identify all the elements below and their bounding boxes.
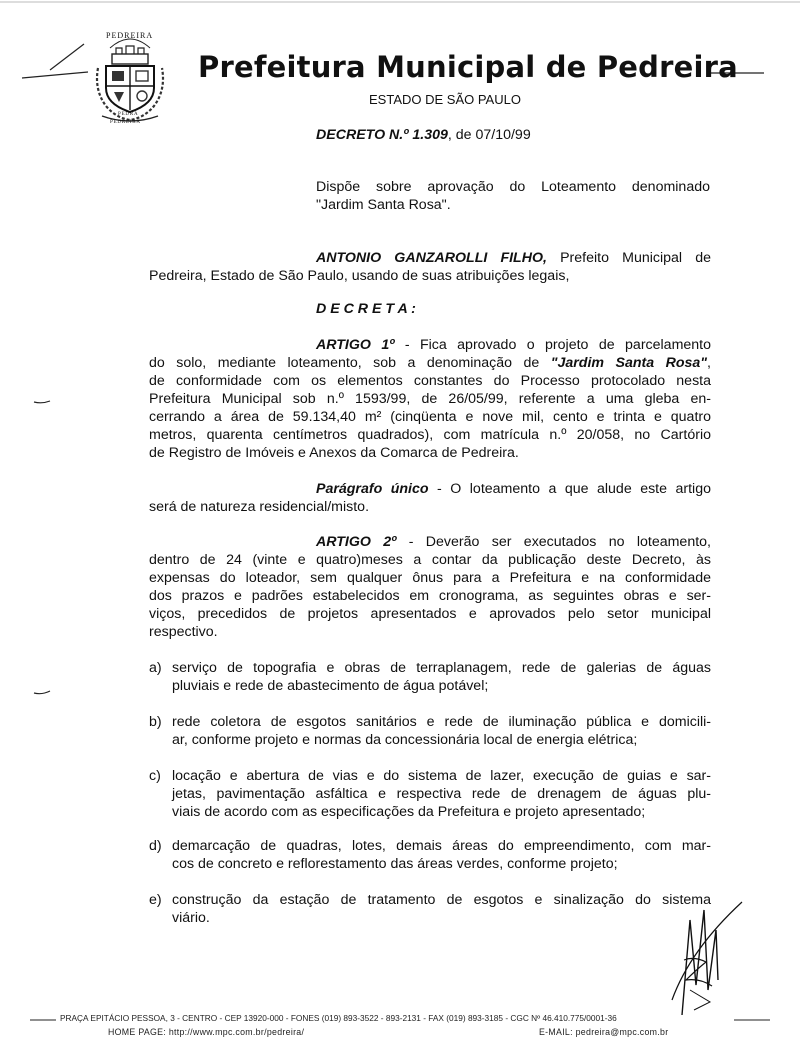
artigo-2-label: ARTIGO 2º [316, 534, 397, 550]
list-item-line: viais de acordo com as especificações da Prefeitura e projeto apresentado; [172, 804, 646, 820]
list-item-line: ar, conforme projeto e normas da concessionária local de energia elétrica; [172, 732, 638, 748]
crest-top-text: PEDREIRA [106, 31, 154, 40]
list-marker: a) [149, 660, 162, 676]
artigo-2-line: viços, precedidos de projetos apresentados e aprovados pelo setor municipal [149, 606, 711, 622]
list-marker: b) [149, 714, 162, 730]
crest-bottom-text-1: PEDRA [118, 112, 139, 117]
paragrafo-line-2: será de natureza residencial/misto. [149, 499, 370, 515]
state-subtitle: ESTADO DE SÃO PAULO [369, 92, 521, 107]
artigo-1-line: de conformidade com os elementos constantes do Processo protocolado nesta [149, 373, 711, 389]
paragrafo-unico [149, 480, 711, 516]
mayor-name: ANTONIO GANZAROLLI FILHO, [316, 250, 547, 266]
list-item-c [149, 767, 711, 821]
list-item-b [149, 713, 711, 749]
footer-email: E-MAIL: pedreira@mpc.com.br [539, 1027, 669, 1037]
list-item-line: construção da estação de tratamento de esgotos e sinalização do sistema [172, 892, 711, 908]
artigo-2-line: dentro de 24 (vinte e quatro)meses a contar da publicação deste Decreto, às [149, 552, 711, 568]
artigo-2-line-1 [149, 533, 711, 551]
list-item-line: cos de concreto e reflorestamento das áreas verdes, conforme projeto; [172, 856, 618, 872]
artigo-1-line: metros, quarenta centímetros quadrados), com matrícula n.º 20/058, no Cartório [149, 427, 711, 443]
decree-date: , de 07/10/99 [447, 127, 531, 143]
list-item-line: serviço de topografia e obras de terraplanagem, rede de galerias de águas [172, 660, 711, 676]
list-item-a [149, 659, 711, 695]
page-title: Prefeitura Municipal de Pedreira [198, 50, 738, 84]
artigo-2-line: expensas do loteador, sem qualquer ônus para a Prefeitura e na conformidade [149, 570, 711, 586]
artigo-2-text: - Deverão ser executados no loteamento, [396, 534, 711, 550]
artigo-2-line: dos prazos e padrões estabelecidos em cronograma, as seguintes obras e ser- [149, 588, 711, 604]
preamble-rest: Prefeito Municipal de [546, 250, 711, 266]
decree-summary [316, 178, 710, 214]
municipal-crest [92, 28, 168, 132]
footer-home-page: HOME PAGE: http://www.mpc.com.br/pedreira/ [108, 1027, 305, 1037]
preamble [149, 249, 711, 285]
crest-bottom-text-2: PEDREIRA [110, 120, 141, 125]
margin-marks [0, 380, 60, 720]
list-item-d [149, 837, 711, 873]
paragrafo-line-1 [149, 480, 711, 498]
artigo-1-line-2 [149, 354, 711, 372]
list-item-line: jetas, pavimentação asfáltica e respectiva rede de drenagem de águas plu- [172, 786, 711, 802]
allotment-name: "Jardim Santa Rosa" [550, 355, 708, 371]
decreta-heading: D E C R E T A : [316, 301, 416, 317]
artigo-1-line-1 [149, 336, 711, 354]
paragrafo-label: Parágrafo único [316, 481, 429, 497]
artigo-1 [149, 336, 711, 462]
artigo-2-line: respectivo. [149, 624, 218, 640]
list-marker: e) [149, 892, 162, 908]
summary-line-1: Dispõe sobre aprovação do Loteamento denominado [316, 179, 710, 195]
list-marker: c) [149, 768, 161, 784]
artigo-1-line: Prefeitura Municipal sob n.º 1593/99, de 26/05/99, referente a uma gleba en- [149, 391, 711, 407]
paragrafo-text: - O loteamento a que alude este artigo [428, 481, 711, 497]
list-marker: d) [149, 838, 162, 854]
decree-heading [316, 127, 531, 143]
artigo-1-line: de Registro de Imóveis e Anexos da Comarca de Pedreira. [149, 445, 519, 461]
preamble-line-1 [149, 249, 711, 267]
list-item-line: demarcação de quadras, lotes, demais áreas do empreendimento, com mar- [172, 838, 711, 854]
decree-number: DECRETO N.º 1.309 [316, 127, 448, 143]
list-item-line: viário. [172, 910, 210, 926]
artigo-1-line: cerrando a área de 59.134,40 m² (cinqüenta e nove mil, cento e trinta e quatro [149, 409, 711, 425]
artigo-1-line-2-pre: do solo, mediante loteamento, sob a denominação de [149, 355, 551, 371]
artigo-2 [149, 533, 711, 641]
artigo-1-line-2-post: , [707, 355, 711, 371]
artigo-1-text: - Fica aprovado o projeto de parcelamento [394, 337, 711, 353]
artigo-1-label: ARTIGO 1º [316, 337, 395, 353]
list-item-line: pluviais e rede de abastecimento de água potável; [172, 678, 489, 694]
list-item-line: locação e abertura de vias e do sistema de lazer, execução de guias e sar- [172, 768, 711, 784]
summary-line-2: "Jardim Santa Rosa". [316, 197, 451, 213]
list-item-line: rede coletora de esgotos sanitários e rede de iluminação pública e domicili- [172, 714, 711, 730]
preamble-line-2: Pedreira, Estado de São Paulo, usando de suas atribuições legais, [149, 268, 570, 284]
footer-address: PRAÇA EPITÁCIO PESSOA, 3 - CENTRO - CEP 13920-000 - FONES (019) 893-3522 - 893-2131 - FAX (019) 893-3185 - CGC Nº 46.410.775/0001-36 [60, 1013, 617, 1023]
